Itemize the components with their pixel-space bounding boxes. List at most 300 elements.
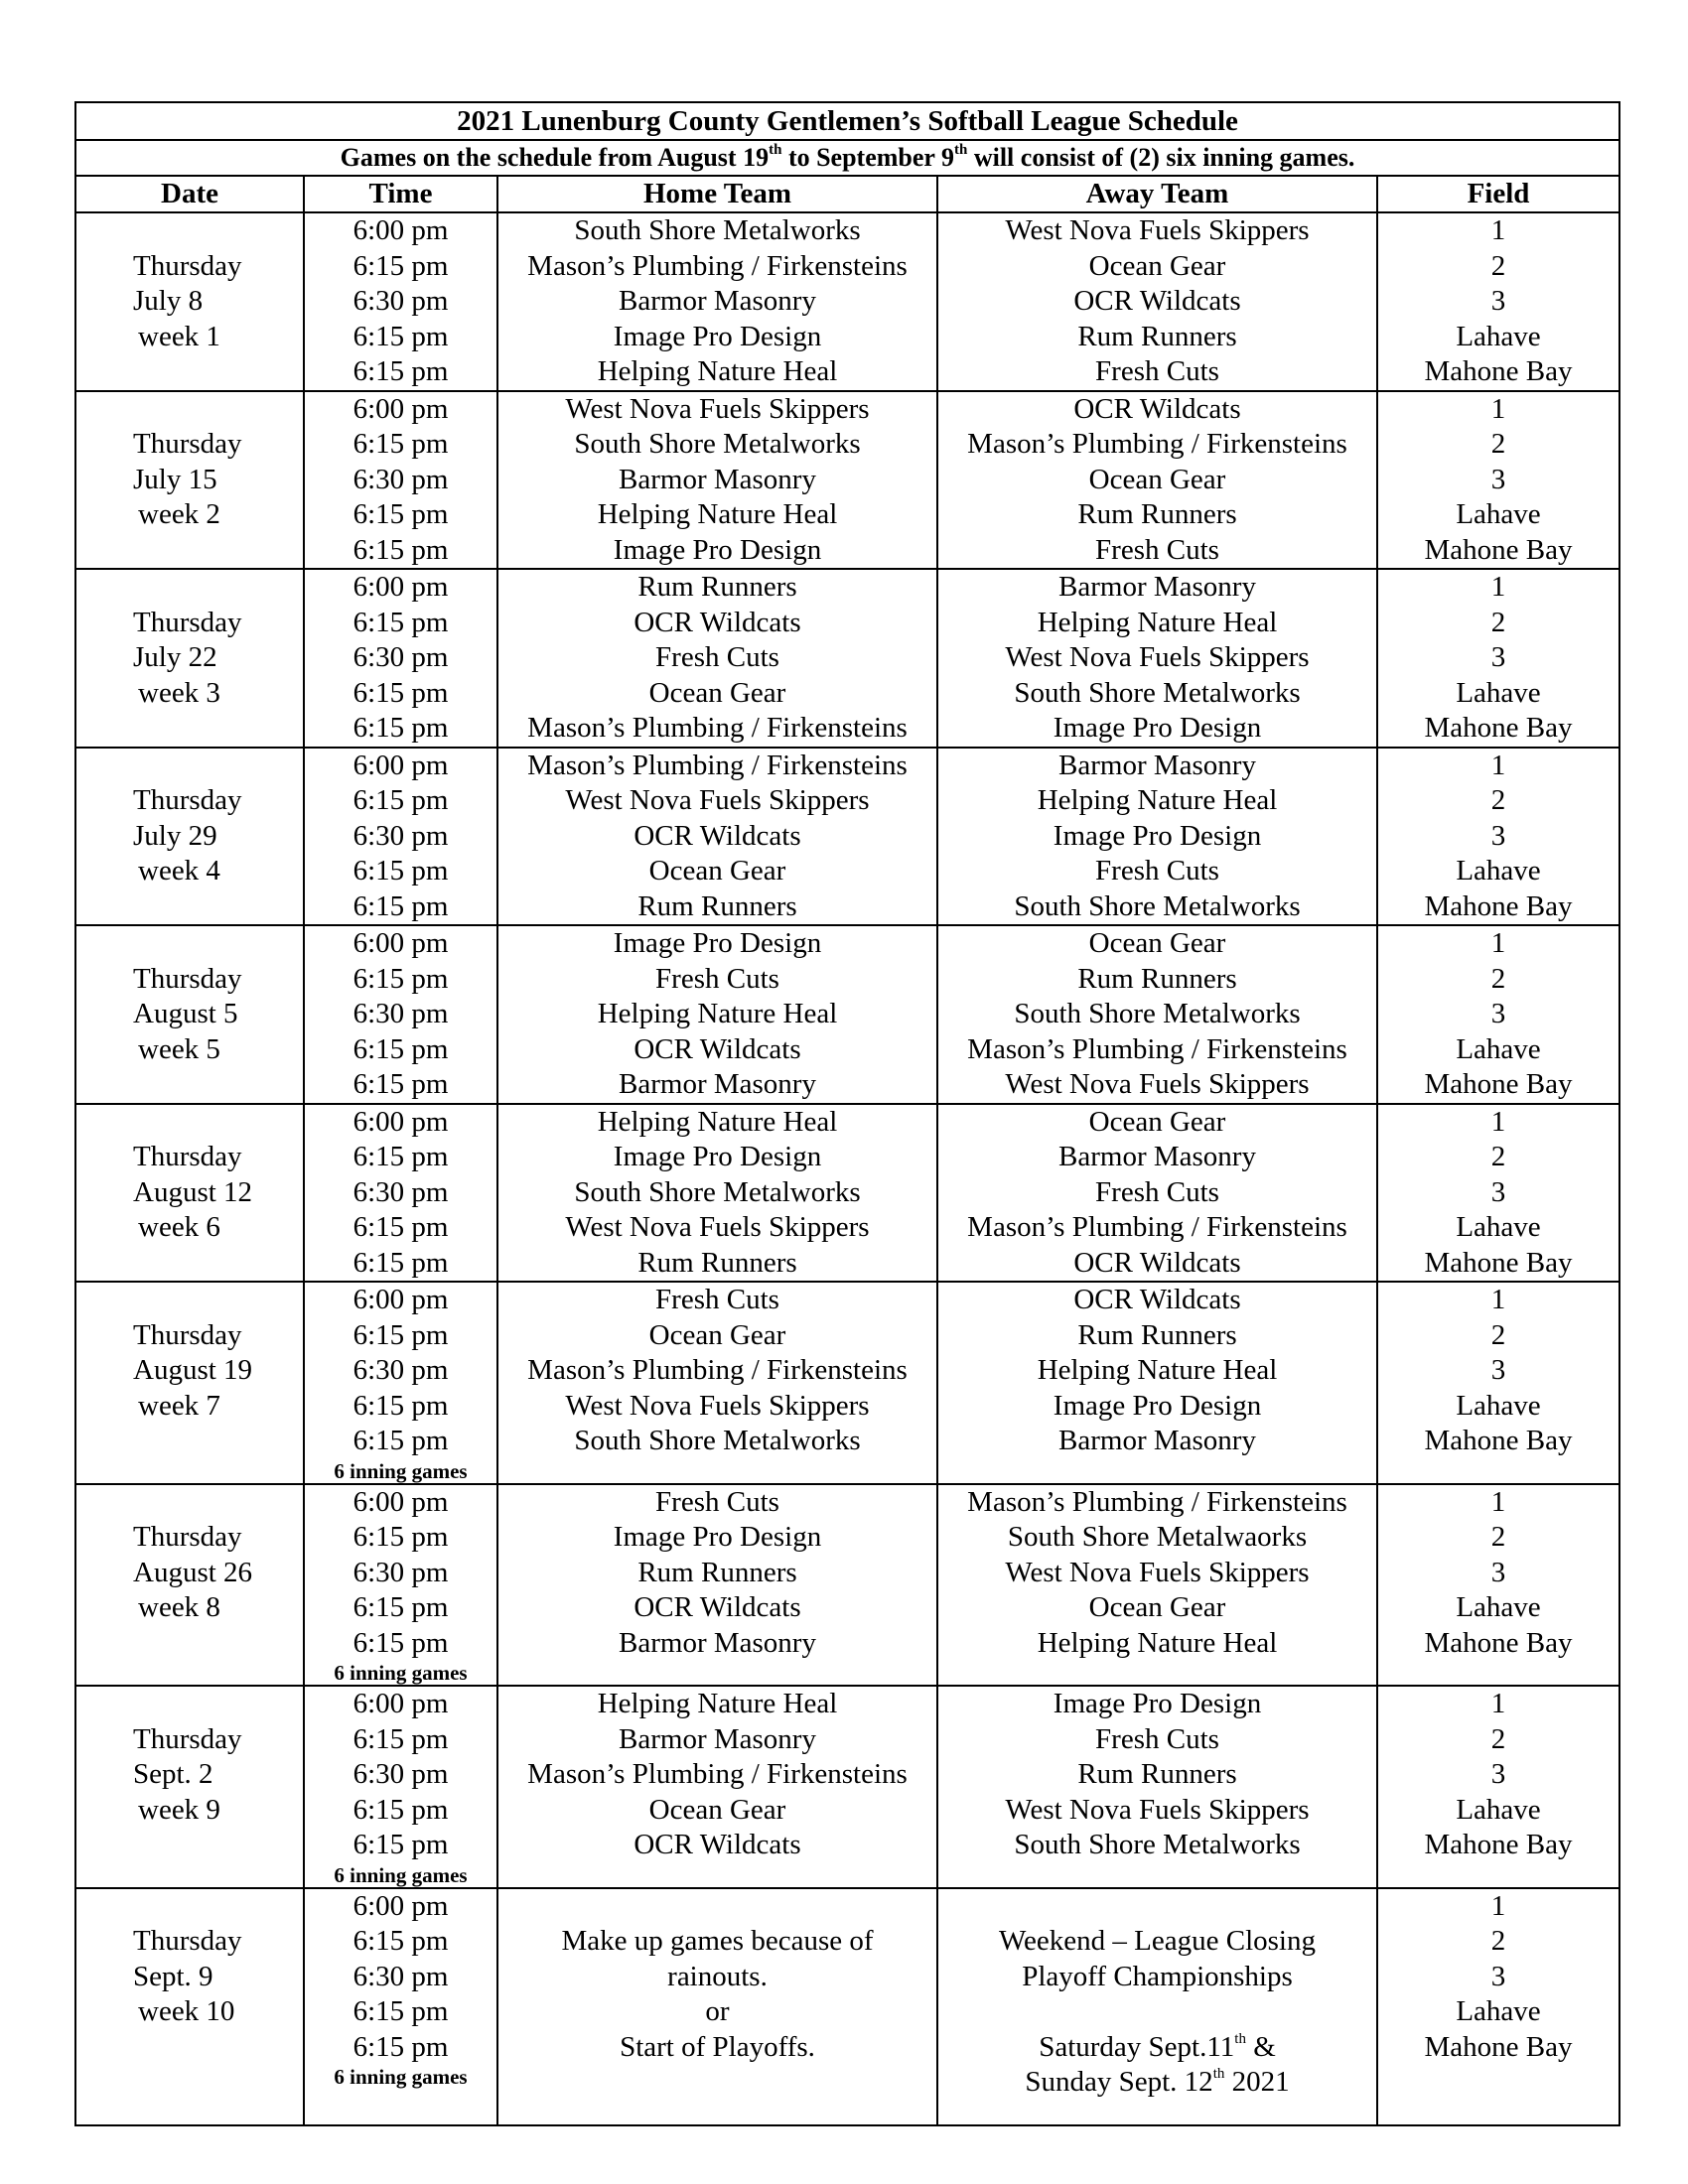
inning-note: 6 inning games [334, 1661, 468, 1685]
game-day: Thursday [133, 784, 242, 816]
field-name: Mahone Bay [1424, 2030, 1573, 2063]
week-number: week 5 [138, 1032, 220, 1065]
field-name: Mahone Bay [1424, 1425, 1573, 1456]
home-team: OCR Wildcats [633, 1032, 801, 1065]
table-row [75, 391, 1619, 570]
away-team: Mason’s Plumbing / Firkensteins [967, 428, 1347, 460]
game-day: Thursday [133, 1141, 242, 1172]
home-team: Image Pro Design [613, 533, 822, 566]
home-team: Helping Nature Heal [597, 1105, 838, 1138]
away-team: South Shore Metalworks [1014, 676, 1301, 709]
time-cell [304, 1282, 497, 1484]
field-cell [1377, 212, 1619, 391]
table-row [75, 569, 1619, 748]
game-date: August 12 [133, 1175, 253, 1208]
home-team: South Shore Metalworks [574, 214, 861, 246]
inning-note: 6 inning games [334, 2065, 468, 2089]
game-time: 6:15 pm [352, 320, 449, 352]
game-time: 6:30 pm [352, 1758, 449, 1790]
away-team: Fresh Cuts [1095, 533, 1219, 566]
away-team: Fresh Cuts [1095, 855, 1219, 887]
field-name: Mahone Bay [1424, 1068, 1573, 1100]
away-team-cell [937, 925, 1377, 1104]
field-name: 1 [1490, 1485, 1506, 1518]
game-time: 6:15 pm [352, 1141, 449, 1172]
time-cell [304, 1888, 497, 2125]
game-time: 6:15 pm [352, 2030, 449, 2063]
game-time: 6:30 pm [352, 463, 449, 495]
away-team: West Nova Fuels Skippers [1005, 1556, 1310, 1588]
game-time: 6:15 pm [352, 855, 449, 887]
week-date-cell [75, 1104, 304, 1283]
game-date: Sept. 2 [133, 1758, 213, 1790]
field-name: Lahave [1456, 498, 1541, 530]
game-day: Thursday [133, 1722, 242, 1755]
away-team: Fresh Cuts [1095, 1722, 1219, 1755]
away-team: Rum Runners [1077, 320, 1237, 352]
field-name: Mahone Bay [1424, 889, 1573, 922]
home-team: Barmor Masonry [619, 285, 816, 317]
home-team: Mason’s Plumbing / Firkensteins [527, 1354, 908, 1386]
time-cell [304, 1686, 497, 1888]
field-name: 2 [1490, 249, 1506, 282]
time-cell [304, 925, 497, 1104]
away-team: Barmor Masonry [1058, 1425, 1256, 1456]
week-date-cell [75, 1282, 304, 1484]
away-team: Ocean Gear [1088, 249, 1226, 282]
away-team-cell [937, 1686, 1377, 1888]
schedule-title: 2021 Lunenburg County Gentlemen’s Softball League Schedule [75, 102, 1619, 140]
game-time: 6:30 pm [352, 1175, 449, 1208]
field-name: Lahave [1456, 320, 1541, 352]
home-team: Barmor Masonry [619, 1722, 816, 1755]
field-cell [1377, 1104, 1619, 1283]
field-name: 3 [1490, 819, 1506, 852]
week-date-cell [75, 391, 304, 570]
away-team: Helping Nature Heal [1037, 606, 1278, 638]
field-name: Lahave [1456, 855, 1541, 887]
game-time: 6:15 pm [352, 1829, 449, 1860]
home-team: Rum Runners [637, 1556, 797, 1588]
game-day: Thursday [133, 962, 242, 995]
away-team-cell [937, 569, 1377, 748]
field-name: 1 [1490, 1889, 1506, 1922]
away-team-cell [937, 391, 1377, 570]
field-name: Lahave [1456, 1995, 1541, 2027]
home-team: Rum Runners [637, 571, 797, 603]
game-date: August 26 [133, 1556, 253, 1588]
field-name: 1 [1490, 214, 1506, 246]
week-date-cell [75, 569, 304, 748]
home-team: Helping Nature Heal [597, 355, 838, 387]
game-day: Thursday [133, 1318, 242, 1351]
field-name: Mahone Bay [1424, 712, 1573, 744]
makeup-note: Make up games because of [561, 1925, 874, 1957]
home-team: Fresh Cuts [655, 1284, 779, 1315]
away-team: Barmor Masonry [1058, 571, 1256, 603]
field-name: 1 [1490, 571, 1506, 603]
game-time: 6:15 pm [352, 1318, 449, 1351]
home-team: Barmor Masonry [619, 1068, 816, 1100]
table-row [75, 1888, 1619, 2125]
home-team: West Nova Fuels Skippers [565, 1211, 870, 1243]
field-name: Mahone Bay [1424, 533, 1573, 566]
game-date: July 22 [133, 641, 217, 673]
game-time: 6:15 pm [352, 1425, 449, 1456]
game-date: Sept. 9 [133, 1960, 213, 1992]
playoff-note: Weekend – League Closing [999, 1925, 1316, 1957]
home-team: West Nova Fuels Skippers [565, 1389, 870, 1422]
away-team-cell [937, 1888, 1377, 2125]
away-team: Mason’s Plumbing / Firkensteins [967, 1485, 1347, 1518]
away-team: Image Pro Design [1053, 1389, 1262, 1422]
game-time: 6:15 pm [352, 1211, 449, 1243]
game-day: Thursday [133, 1925, 242, 1957]
away-team-cell [937, 1282, 1377, 1484]
game-time: 6:00 pm [352, 927, 449, 959]
game-time: 6:30 pm [352, 998, 449, 1029]
home-team: Fresh Cuts [655, 1485, 779, 1518]
home-team-cell [497, 569, 937, 748]
field-name: Lahave [1456, 1793, 1541, 1826]
game-day: Thursday [133, 1521, 242, 1553]
home-team: Fresh Cuts [655, 641, 779, 673]
game-day: Thursday [133, 249, 242, 282]
game-time: 6:00 pm [352, 1284, 449, 1315]
field-cell [1377, 1484, 1619, 1687]
away-team: Fresh Cuts [1095, 1175, 1219, 1208]
game-time: 6:15 pm [352, 1246, 449, 1279]
field-name: Mahone Bay [1424, 355, 1573, 387]
field-name: 2 [1490, 784, 1506, 816]
header-date: Date [75, 176, 304, 212]
field-name: 1 [1490, 749, 1506, 781]
game-time: 6:30 pm [352, 1960, 449, 1992]
home-team-cell [497, 391, 937, 570]
time-cell [304, 391, 497, 570]
game-date: August 19 [133, 1354, 253, 1386]
away-team: West Nova Fuels Skippers [1005, 214, 1310, 246]
table-row [75, 1104, 1619, 1283]
away-team: South Shore Metalworks [1014, 998, 1301, 1029]
week-date-cell [75, 925, 304, 1104]
game-time: 6:00 pm [352, 214, 449, 246]
field-name: 3 [1490, 641, 1506, 673]
game-time: 6:15 pm [352, 1032, 449, 1065]
field-name: Lahave [1456, 1389, 1541, 1422]
game-time: 6:15 pm [352, 1068, 449, 1100]
away-team: West Nova Fuels Skippers [1005, 641, 1310, 673]
header-row [75, 176, 1619, 212]
week-number: week 6 [138, 1211, 220, 1243]
field-name: 3 [1490, 998, 1506, 1029]
home-team: Ocean Gear [648, 1318, 786, 1351]
week-number: week 3 [138, 676, 220, 709]
away-team-cell [937, 748, 1377, 926]
home-team: Rum Runners [637, 1246, 797, 1279]
field-name: Mahone Bay [1424, 1626, 1573, 1659]
game-time: 6:15 pm [352, 712, 449, 744]
away-team: Barmor Masonry [1058, 1141, 1256, 1172]
away-team: Ocean Gear [1088, 927, 1226, 959]
game-time: 6:15 pm [352, 498, 449, 530]
home-team: South Shore Metalworks [574, 1425, 861, 1456]
game-time: 6:00 pm [352, 571, 449, 603]
header-home-team: Home Team [497, 176, 937, 212]
away-team: Rum Runners [1077, 962, 1237, 995]
field-cell [1377, 748, 1619, 926]
home-team-cell [497, 1282, 937, 1484]
field-cell [1377, 1686, 1619, 1888]
header-field: Field [1377, 176, 1619, 212]
field-name: 3 [1490, 1758, 1506, 1790]
field-name: 2 [1490, 1318, 1506, 1351]
field-name: 3 [1490, 1960, 1506, 1992]
table-row [75, 212, 1619, 391]
game-day: Thursday [133, 428, 242, 460]
field-cell [1377, 1282, 1619, 1484]
game-time: 6:00 pm [352, 1688, 449, 1719]
home-team: Image Pro Design [613, 1521, 822, 1553]
time-cell [304, 748, 497, 926]
week-date-cell [75, 1888, 304, 2125]
time-cell [304, 1104, 497, 1283]
home-team: Barmor Masonry [619, 1626, 816, 1659]
game-time: 6:15 pm [352, 676, 449, 709]
game-time: 6:15 pm [352, 784, 449, 816]
field-name: 2 [1490, 1722, 1506, 1755]
makeup-note: or [705, 1995, 730, 2027]
field-name: Mahone Bay [1424, 1829, 1573, 1860]
week-number: week 4 [138, 855, 220, 887]
table-row [75, 925, 1619, 1104]
home-team: Helping Nature Heal [597, 1688, 838, 1719]
home-team-cell [497, 1484, 937, 1687]
week-number: week 2 [138, 498, 220, 530]
home-team: Helping Nature Heal [597, 498, 838, 530]
field-cell [1377, 1888, 1619, 2125]
field-name: Lahave [1456, 1211, 1541, 1243]
home-team: South Shore Metalworks [574, 1175, 861, 1208]
home-team: South Shore Metalworks [574, 428, 861, 460]
header-away-team: Away Team [937, 176, 1377, 212]
away-team: South Shore Metalworks [1014, 1829, 1301, 1860]
away-team: OCR Wildcats [1073, 392, 1241, 425]
home-team: OCR Wildcats [633, 1591, 801, 1623]
away-team: Ocean Gear [1088, 1105, 1226, 1138]
time-cell [304, 1484, 497, 1687]
week-number: week 9 [138, 1793, 220, 1826]
home-team-cell [497, 748, 937, 926]
away-team-cell [937, 1484, 1377, 1687]
game-time: 6:30 pm [352, 819, 449, 852]
away-team: Ocean Gear [1088, 463, 1226, 495]
game-date: July 15 [133, 463, 217, 495]
inning-note: 6 inning games [334, 1862, 468, 1887]
home-team: OCR Wildcats [633, 819, 801, 852]
field-cell [1377, 925, 1619, 1104]
home-team: Helping Nature Heal [597, 998, 838, 1029]
field-name: 2 [1490, 1925, 1506, 1957]
home-team: Mason’s Plumbing / Firkensteins [527, 712, 908, 744]
field-name: 3 [1490, 1556, 1506, 1588]
away-team: Image Pro Design [1053, 1688, 1262, 1719]
away-team: Helping Nature Heal [1037, 1354, 1278, 1386]
makeup-note: rainouts. [667, 1960, 768, 1992]
home-team: Image Pro Design [613, 320, 822, 352]
home-team: Ocean Gear [648, 1793, 786, 1826]
week-number: week 10 [138, 1995, 235, 2027]
week-date-cell [75, 1484, 304, 1687]
week-date-cell [75, 748, 304, 926]
field-name: 3 [1490, 1354, 1506, 1386]
field-name: 1 [1490, 392, 1506, 425]
field-name: 2 [1490, 1521, 1506, 1553]
game-date: August 5 [133, 998, 238, 1029]
home-team-cell [497, 212, 937, 391]
home-team: OCR Wildcats [633, 606, 801, 638]
away-team-cell [937, 212, 1377, 391]
header-time: Time [304, 176, 497, 212]
game-time: 6:15 pm [352, 428, 449, 460]
away-team: Rum Runners [1077, 1758, 1237, 1790]
field-name: Lahave [1456, 1032, 1541, 1065]
game-time: 6:15 pm [352, 1925, 449, 1957]
away-team: South Shore Metalworks [1014, 889, 1301, 922]
away-team: Fresh Cuts [1095, 355, 1219, 387]
home-team-cell [497, 1686, 937, 1888]
away-team: Ocean Gear [1088, 1591, 1226, 1623]
field-name: 2 [1490, 962, 1506, 995]
away-team: West Nova Fuels Skippers [1005, 1068, 1310, 1100]
field-name: Lahave [1456, 676, 1541, 709]
inning-note: 6 inning games [334, 1458, 468, 1483]
home-team-cell [497, 925, 937, 1104]
game-time: 6:15 pm [352, 1722, 449, 1755]
table-row [75, 1686, 1619, 1888]
game-time: 6:15 pm [352, 1389, 449, 1422]
game-time: 6:00 pm [352, 1889, 449, 1922]
week-number: week 1 [138, 320, 220, 352]
week-date-cell [75, 212, 304, 391]
game-date: July 29 [133, 819, 217, 852]
field-name: Lahave [1456, 1591, 1541, 1623]
field-name: 2 [1490, 606, 1506, 638]
away-team: Image Pro Design [1053, 712, 1262, 744]
game-time: 6:15 pm [352, 355, 449, 387]
field-name: 3 [1490, 1175, 1506, 1208]
home-team: Barmor Masonry [619, 463, 816, 495]
week-date-cell [75, 1686, 304, 1888]
game-time: 6:15 pm [352, 1793, 449, 1826]
away-team: OCR Wildcats [1073, 1284, 1241, 1315]
away-team: OCR Wildcats [1073, 285, 1241, 317]
playoff-saturday: Saturday Sept.11th & [1039, 2030, 1276, 2063]
away-team: South Shore Metalwaorks [1007, 1521, 1308, 1553]
away-team: Image Pro Design [1053, 819, 1262, 852]
game-time: 6:15 pm [352, 1591, 449, 1623]
home-team: Mason’s Plumbing / Firkensteins [527, 749, 908, 781]
away-team: Rum Runners [1077, 498, 1237, 530]
home-team: Ocean Gear [648, 855, 786, 887]
schedule-table [74, 101, 1620, 2126]
game-time: 6:30 pm [352, 1556, 449, 1588]
game-time: 6:15 pm [352, 1521, 449, 1553]
field-name: 1 [1490, 927, 1506, 959]
field-name: 1 [1490, 1105, 1506, 1138]
field-name: 2 [1490, 428, 1506, 460]
field-name: Mahone Bay [1424, 1246, 1573, 1279]
game-time: 6:15 pm [352, 1995, 449, 2027]
away-team: Barmor Masonry [1058, 749, 1256, 781]
game-time: 6:00 pm [352, 1485, 449, 1518]
game-day: Thursday [133, 606, 242, 638]
away-team: OCR Wildcats [1073, 1246, 1241, 1279]
makeup-note: Start of Playoffs. [620, 2030, 815, 2063]
week-number: week 7 [138, 1389, 220, 1422]
home-team-cell [497, 1888, 937, 2125]
game-time: 6:15 pm [352, 533, 449, 566]
home-team: West Nova Fuels Skippers [565, 784, 870, 816]
field-name: 3 [1490, 463, 1506, 495]
table-row [75, 1282, 1619, 1484]
game-time: 6:30 pm [352, 1354, 449, 1386]
away-team: Helping Nature Heal [1037, 784, 1278, 816]
game-time: 6:30 pm [352, 641, 449, 673]
playoff-note: Playoff Championships [1022, 1960, 1293, 1992]
field-name: 1 [1490, 1284, 1506, 1315]
home-team: Ocean Gear [648, 676, 786, 709]
field-cell [1377, 391, 1619, 570]
table-row [75, 748, 1619, 926]
away-team: Helping Nature Heal [1037, 1626, 1278, 1659]
home-team: West Nova Fuels Skippers [565, 392, 870, 425]
game-time: 6:00 pm [352, 392, 449, 425]
game-time: 6:30 pm [352, 285, 449, 317]
game-time: 6:15 pm [352, 889, 449, 922]
field-cell [1377, 569, 1619, 748]
away-team: Rum Runners [1077, 1318, 1237, 1351]
game-time: 6:00 pm [352, 1105, 449, 1138]
time-cell [304, 569, 497, 748]
six-inning-note: Games on the schedule from August 19th to September 9th will consist of (2) six inning games. [75, 140, 1619, 176]
away-team: Mason’s Plumbing / Firkensteins [967, 1211, 1347, 1243]
field-name: 2 [1490, 1141, 1506, 1172]
home-team: Image Pro Design [613, 1141, 822, 1172]
home-team-cell [497, 1104, 937, 1283]
home-team: Fresh Cuts [655, 962, 779, 995]
field-name: 3 [1490, 285, 1506, 317]
away-team: Mason’s Plumbing / Firkensteins [967, 1032, 1347, 1065]
time-cell [304, 212, 497, 391]
home-team: Image Pro Design [613, 927, 822, 959]
home-team: Mason’s Plumbing / Firkensteins [527, 1758, 908, 1790]
game-time: 6:15 pm [352, 249, 449, 282]
away-team-cell [937, 1104, 1377, 1283]
game-time: 6:15 pm [352, 606, 449, 638]
home-team: OCR Wildcats [633, 1829, 801, 1860]
table-row [75, 1484, 1619, 1687]
home-team: Mason’s Plumbing / Firkensteins [527, 249, 908, 282]
game-time: 6:00 pm [352, 749, 449, 781]
week-number: week 8 [138, 1591, 220, 1623]
away-team: West Nova Fuels Skippers [1005, 1793, 1310, 1826]
home-team: Rum Runners [637, 889, 797, 922]
game-date: July 8 [133, 285, 204, 317]
game-time: 6:15 pm [352, 962, 449, 995]
game-time: 6:15 pm [352, 1626, 449, 1659]
playoff-sunday: Sunday Sept. 12th 2021 [1025, 2066, 1290, 2098]
